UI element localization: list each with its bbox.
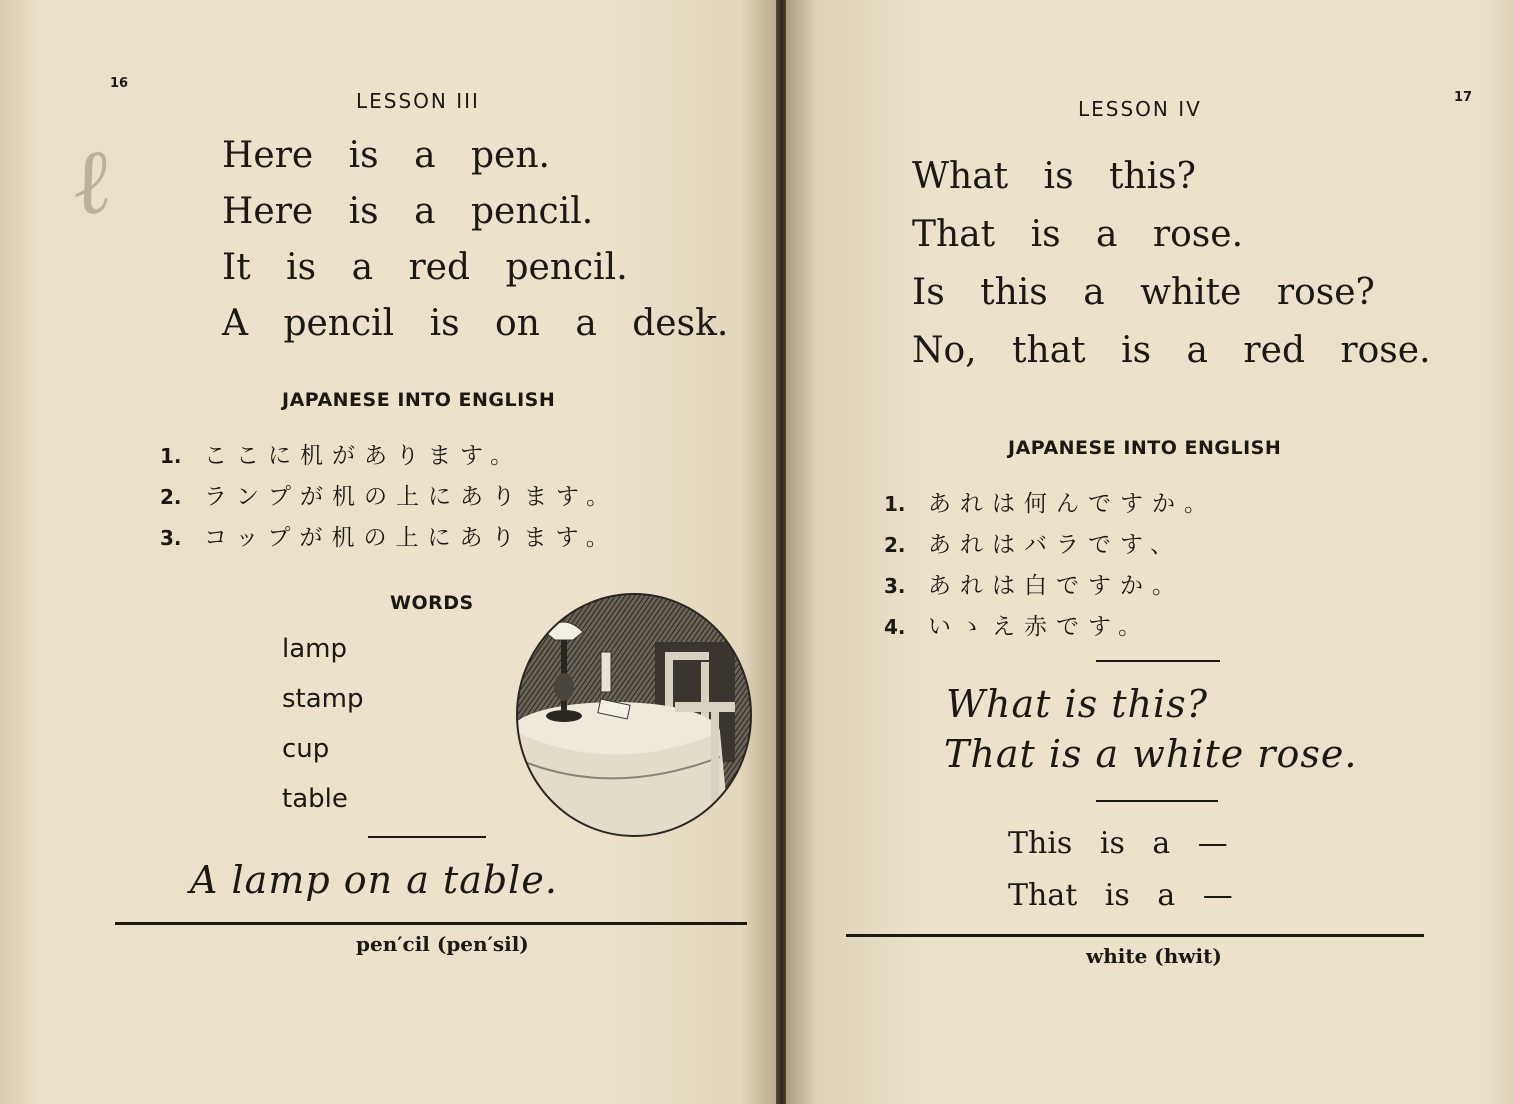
exercise-number: 1.	[160, 444, 182, 468]
page-number: 16	[110, 76, 129, 91]
handwriting-line: What is this?	[946, 682, 1209, 726]
divider	[368, 836, 486, 838]
exercise-text: ランプが机の上にあります。	[204, 484, 619, 510]
exercise-item	[160, 436, 618, 477]
exercise-item	[884, 566, 1216, 607]
right-page	[786, 0, 1514, 1104]
exercise-number: 3.	[160, 526, 182, 550]
exercise-number: 1.	[884, 492, 906, 516]
reading-line: What is this?	[912, 156, 1196, 197]
exercise-list	[160, 436, 618, 559]
reading-line: No, that is a red rose.	[912, 330, 1431, 371]
page-number: 17	[1454, 90, 1473, 105]
exercise-text: あれは白ですか。	[928, 573, 1184, 599]
exercise-number: 4.	[884, 615, 906, 639]
exercise-item	[884, 484, 1216, 525]
pronunciation-footer: pen′cil (pen′sil)	[356, 932, 529, 956]
exercise-item	[884, 525, 1216, 566]
divider	[1096, 660, 1220, 662]
lesson-title: LESSON IV	[1078, 97, 1202, 121]
word-item: table	[282, 784, 348, 814]
exercise-text: いゝえ赤です。	[928, 614, 1151, 640]
exercise-text: コップが机の上にあります。	[204, 525, 618, 551]
divider	[1096, 800, 1218, 802]
word-item: cup	[282, 734, 330, 764]
exercise-item	[884, 607, 1216, 648]
exercise-item	[160, 518, 618, 559]
exercise-text: ここに机があります。	[204, 443, 523, 469]
exercise-number: 2.	[884, 533, 906, 557]
reading-passage	[912, 148, 1431, 380]
exercise-text: あれはバラです、	[928, 532, 1183, 558]
word-list	[282, 624, 364, 824]
fill-in-line: This is a —	[1008, 826, 1228, 861]
exercise-title: JAPANESE INTO ENGLISH	[282, 389, 556, 411]
exercise-text: あれは何んですか。	[928, 491, 1216, 517]
handwriting-line: A lamp on a table.	[190, 858, 558, 902]
exercise-list	[884, 484, 1216, 648]
word-item: stamp	[282, 684, 364, 714]
words-title: WORDS	[390, 592, 474, 614]
reading-line: Here is a pen.	[222, 135, 550, 176]
footer-rule	[115, 922, 747, 925]
exercise-title: JAPANESE INTO ENGLISH	[1008, 437, 1282, 459]
reading-line: It is a red pencil.	[222, 247, 628, 288]
footer-rule	[846, 934, 1424, 937]
reading-line: That is a rose.	[912, 214, 1244, 255]
reading-line: A pencil is on a desk.	[222, 303, 729, 344]
reading-line: Here is a pencil.	[222, 191, 594, 232]
exercise-number: 3.	[884, 574, 906, 598]
pronunciation-footer: white (hwit)	[1086, 944, 1222, 968]
pencil-annotation: ℓ	[64, 127, 117, 238]
fill-in-line: That is a —	[1008, 878, 1233, 913]
handwriting-line: That is a white rose.	[944, 732, 1358, 776]
lamp-table-illustration	[515, 592, 753, 838]
reading-line: Is this a white rose?	[912, 272, 1375, 313]
lesson-title: LESSON III	[356, 89, 480, 113]
word-item: lamp	[282, 634, 347, 664]
exercise-item	[160, 477, 618, 518]
reading-passage	[222, 128, 728, 352]
fill-in-exercise	[1008, 818, 1233, 922]
exercise-number: 2.	[160, 485, 182, 509]
